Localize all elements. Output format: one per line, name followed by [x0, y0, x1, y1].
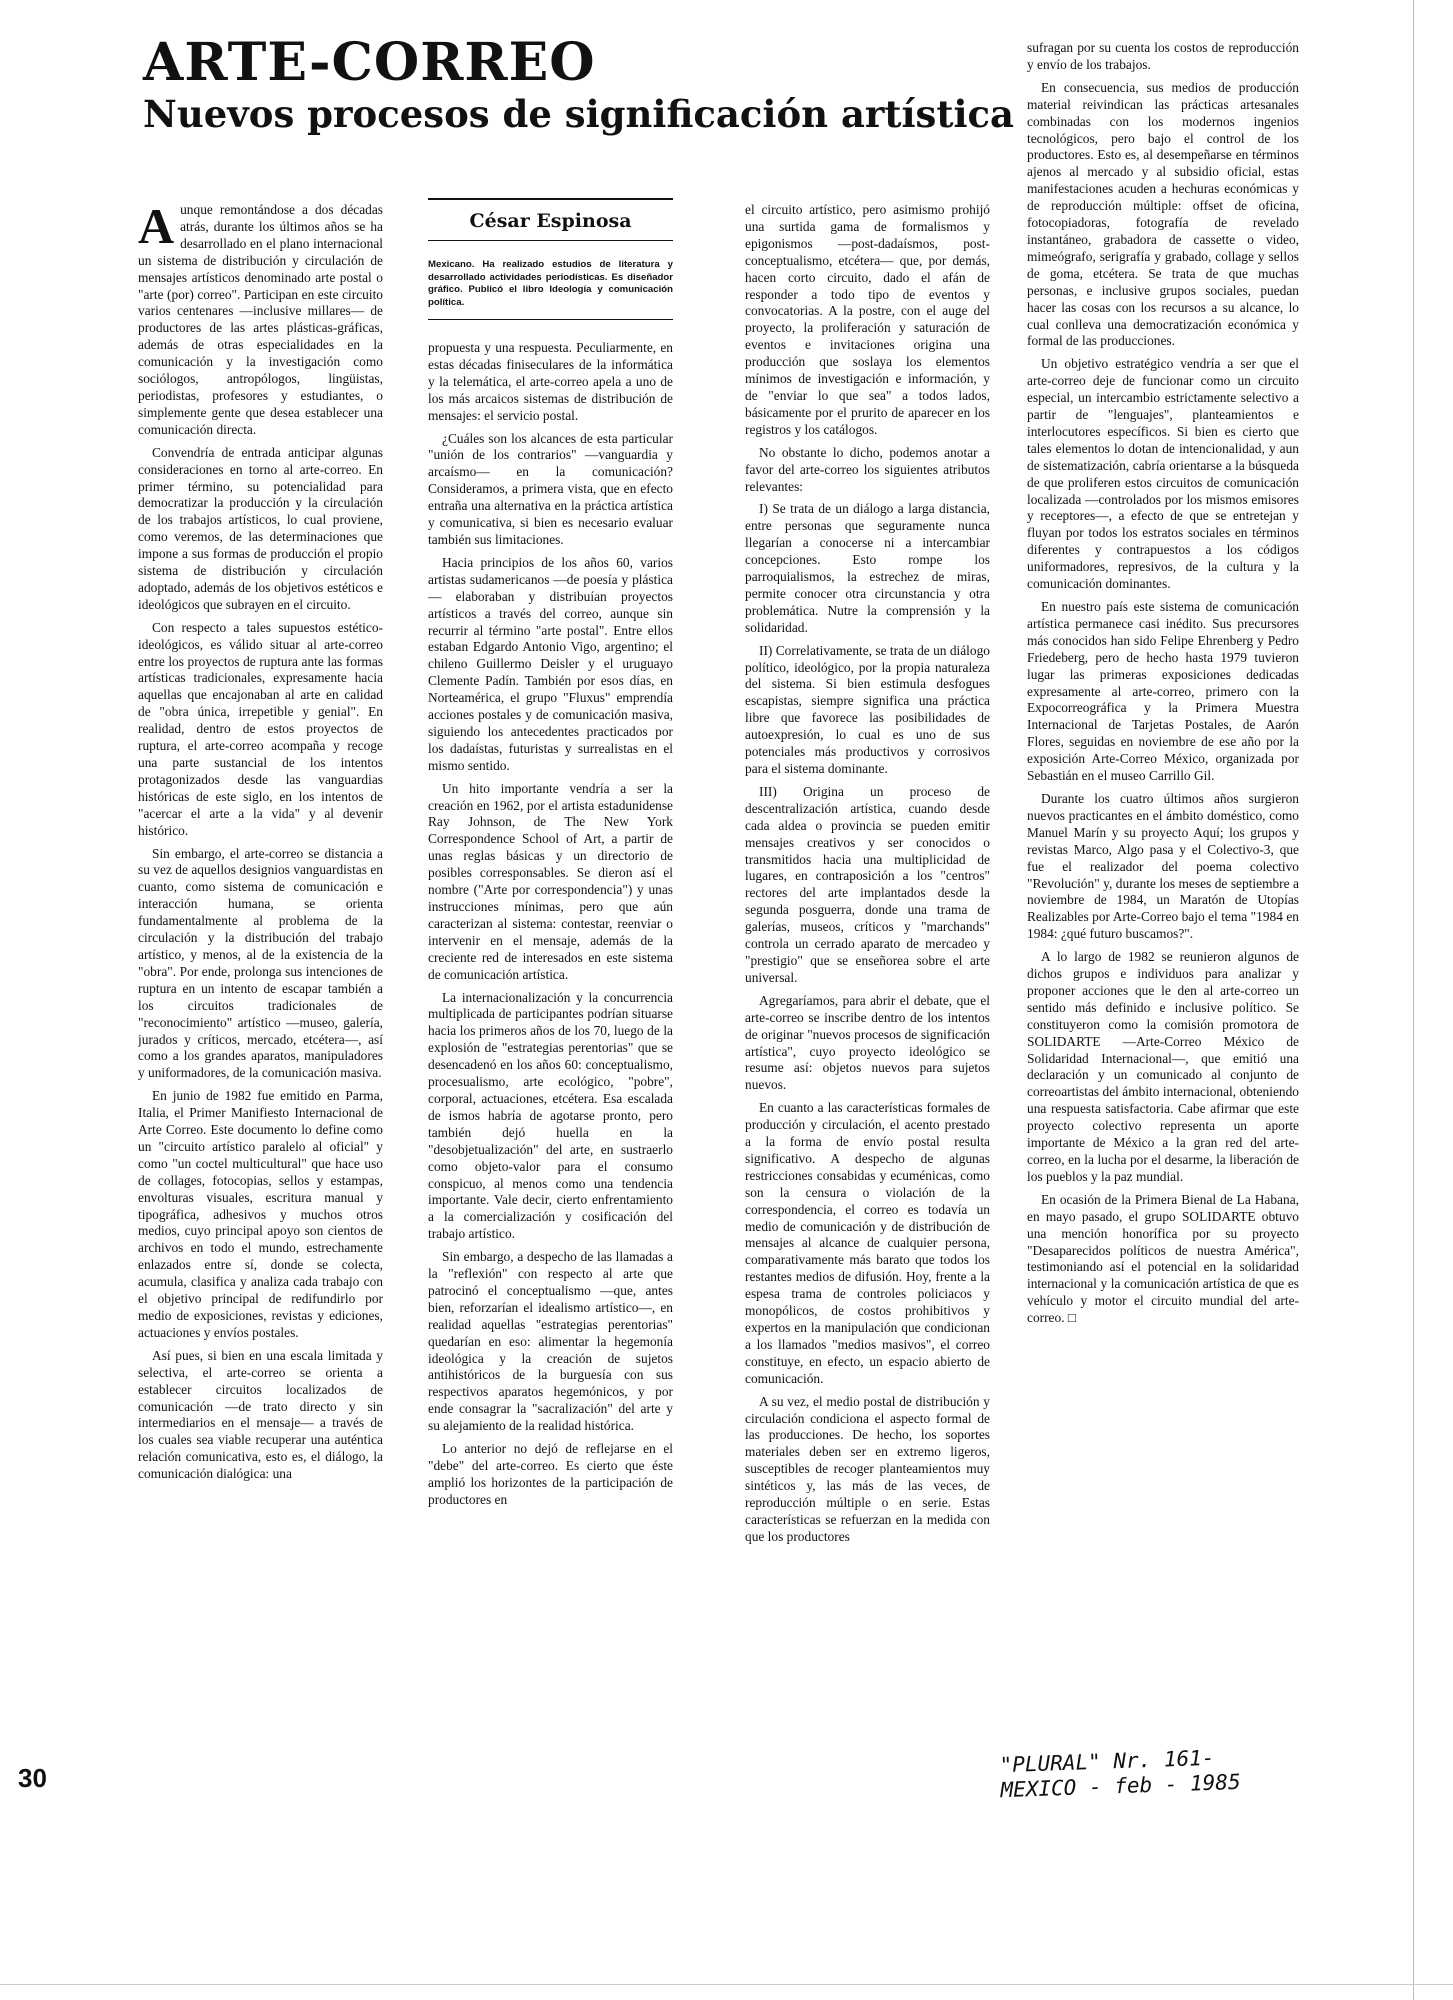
paragraph: No obstante lo dicho, podemos anotar a favor del arte-correo los siguientes atributos relevantes: [745, 444, 990, 494]
paragraph: Aunque remontándose a dos décadas atrás, durante los últimos años se ha desarrollado en el plano internacional un sistema de distribución y circulación de mensajes artísticos denominado arte postal o "arte (por) correo". Participan en este circuito varios centenares —inclusive millares— de productores de las artes plásticas-gráficas, además de otras especialidades en la comunicación y la investigación como sociólogos, antropólogos, lingüistas, periodistas, profesores y estudiantes, o simplemente gente que desea establecer una comunicación directa. [138, 202, 383, 437]
paragraph: sufragan por su cuenta los costos de reproducción y envío de los trabajos. [1027, 40, 1299, 72]
article-title: ARTE-CORREO [143, 32, 596, 93]
paragraph: A lo largo de 1982 se reunieron algunos de dichos grupos e individuos para analizar y proponer acciones que le den al arte-correo un sentido más definido e inclusive político. Se constituyeron como la comisión promotora de SOLIDARTE —Arte-Correo México de Solidaridad Internacional—, que emitió una declaración y un comunicado al conjunto de correoartistas del ámbito internacional, obteniendo una respuesta satisfactoria. Cabe afirmar que este proyecto colectivo representa un aporte importante de México a la gran red del arte-correo, en la lucha por el desarme, la liberación de los pueblos y la paz mundial. [1027, 949, 1299, 1184]
paragraph: III) Origina un proceso de descentralización artística, cuando desde cada aldea o provincia se pueden emitir mensajes creativos y ser conocidos o transmitidos hacia una multiplicidad de lugares, en contraposición a los "centros" rectores del arte implantados desde la segunda posguerra, donde una trama de galerías, museos, críticos y "marchands" controla un cerrado aparato de mercadeo y "prestigio" que se enseñorea sobre el arte universal. [745, 783, 990, 985]
paragraph: Convendría de entrada anticipar algunas consideraciones en torno al arte-correo. En primer término, su potencialidad para democratizar la producción y la circulación de los trabajos artísticos, lo cual proviene, como veremos, de las determinaciones que impone a sus formas de producción el propio sistema de distribución y circulación adoptado, además de los objetivos estéticos e ideológicos que subrayen en el circuito. [138, 444, 383, 612]
paragraph: Un hito importante vendría a ser la creación en 1962, por el artista estadunidense Ray Johnson, de The New York Correspondence School of Art, a partir de unas reglas básicas y un directorio de posibles corresponsables. Se dieron así el nombre ("Arte por correspondencia") y unas instrucciones mínimas, pero que aún caracterizan al sistema: contestar, reenviar o intervenir en el mensaje, además de la creciente red de interesados en este sistema de comunicación artística. [428, 780, 673, 982]
article-subtitle: Nuevos procesos de significación artística [143, 92, 1015, 136]
paragraph: propuesta y una respuesta. Peculiarmente, en estas décadas finiseculares de la informática y la telemática, el arte-correo apela a uno de los más arcaicos sistemas de distribución de mensajes: el servicio postal. [428, 340, 673, 423]
author-box [428, 198, 673, 320]
paragraph: En junio de 1982 fue emitido en Parma, Italia, el Primer Manifiesto Internacional de Arte Correo. Este documento lo define como un "circuito artístico paralelo al oficial" y como "un coctel multicultural" que hace uso de collages, fotocopias, sellos y estampas, envolturas visuales, escritura manual y tipográfica, adhesivos y muchos otros medios, cuyo principal apoyo son cientos de archivos en todo el mundo, estrechamente enlazados entre sí, donde se colecta, acumula, clasifica y analiza cada trabajo con el objetivo principal de redifundirlo por medio de exposiciones, revistas y ediciones, actuaciones y envíos postales. [138, 1088, 383, 1340]
paragraph: el circuito artístico, pero asimismo prohijó una surtida gama de formalismos y epigonismos —post-dadaísmos, post-conceptualismo, etcétera— que, por demás, hacen corto circuito, dado el afán de responder a todo tipo de eventos y convocatorias. A la postre, con el auge del proyecto, la proliferación y saturación de eventos e invitaciones origina una producción que soslaya los elementos mínimos de investigación e información, y de "enviar lo que sea" a todos lados, básicamente por el prurito de aparecer en los registros y los catálogos. [745, 202, 990, 437]
paragraph: La internacionalización y la concurrencia multiplicada de participantes podrían situarse hacia los primeros años de los 70, luego de la explosión de "estrategias perentorias" que se desencadenó en los años 60: conceptualismo, procesualismo, arte ecológico, "pobre", corporal, actuaciones, etcétera. Esa escalada de ismos habría de agotarse pronto, pero también dejó huella en la "desobjetualización" del arte, en sustraerlo como objeto-valor para el consumo conspicuo, al menos como una tendencia importante. Vale decir, cierto enfrentamiento a la comercialización y cosificación del trabajo artístico. [428, 989, 673, 1242]
paragraph: II) Correlativamente, se trata de un diálogo político, ideológico, por la propia naturaleza del sistema. Si bien estimula desfogues escapistas, siempre significa una práctica libre que favorece las posibilidades de autoexpresión, lo cual es uno de sus potenciales más productivos y corrosivos para el sistema dominante. [745, 642, 990, 776]
paragraph: En ocasión de la Primera Bienal de La Habana, en mayo pasado, el grupo SOLIDARTE obtuvo una mención honorífica por su proyecto "Desaparecidos políticos de nuestra América", testimoniando así el potencial en la solidaridad internacional y la comunicación artística de que es vehículo y motor el circuito mundial del arte-correo. □ [1027, 1191, 1299, 1326]
paragraph: ¿Cuáles son los alcances de esta particular "unión de los contrarios" —vanguardia y arcaísmo— en la comunicación? Consideramos, a primera vista, que en efecto entraña una alternativa en la práctica artística y comunicativa, si bien es necesario evaluar también sus limitaciones. [428, 430, 673, 547]
paragraph: Sin embargo, a despecho de las llamadas a la "reflexión" con respecto al arte que patrocinó el conceptualismo —que, antes bien, reforzarían el idealismo artístico—, en realidad aquellas "estrategias perentorias" quedarían en eso: alimentar la hegemonía ideológica y la creación de sujetos antihistóricos de la burguesía con sus respectivos aparatos hegemónicos, y por ende consagrar la "sacralización" del arte y su alejamiento de la realidad histórica. [428, 1249, 673, 1434]
paragraph: Un objetivo estratégico vendría a ser que el arte-correo deje de funcionar como un circuito especial, un intercambio estrictamente selectivo a partir de "lenguajes", planteamientos e interlocutores específicos. Si bien es cierto que tales elementos lo dotan de intencionalidad, y aun de sistematización, cabría orientarse a la búsqueda de que proliferen estos circuitos de comunicación localizada —controlados por los mismos emisores y receptores—, a efecto de que se entretejan y fluyan por todos los estratos sociales en términos diferentes y contrapuestos a los códigos uniformadores, represivos, de la cultura y la comunicación dominantes. [1027, 356, 1299, 592]
paragraph: En nuestro país este sistema de comunicación artística permanece casi inédito. Sus precursores más conocidos han sido Felipe Ehrenberg y Pedro Friedeberg, pero de hecho hasta 1979 tuvieron lugar las primeras exposiciones dedicadas expresamente al arte-correo, primero con la Expocorreográfica y la Primera Muestra Internacional de Tarjetas Postales, de Aarón Flores, seguidas en noviembre de ese año por la exposición Arte-Correo México, organizada por Sebastián en el museo Carrillo Gil. [1027, 599, 1299, 784]
paragraph: En consecuencia, sus medios de producción material reivindican las prácticas artesanales combinadas con los modernos ingenios tecnológicos, pero bajo el control de los productores. Esto es, al desempeñarse en términos ajenos al mercado y al subsidio oficial, estas manifestaciones acuden a hechuras económicas y de reproducción múltiple: offset de oficina, fotocopiadoras, fotografía de revelado instantáneo, grabadora de cassette o video, mimeógrafo, serigrafía y grabado, collage y sellos de goma, etcétera. Se trata de que muchas personas, e inclusive grupos sociales, puedan hacer las cosas con los recursos a su alcance, lo cual conlleva una democratización económica y formal de las producciones. [1027, 79, 1299, 349]
divider [428, 319, 673, 320]
paragraph: A su vez, el medio postal de distribución y circulación condiciona el aspecto formal de las producciones. De hecho, los soportes materiales deben ser en extremo ligeros, susceptibles de recoger planteamientos muy sintéticos y, las más de las veces, de reproducción múltiple o en serie. Estas características se refuerzan en la medida con que los productores [745, 1393, 990, 1544]
divider [428, 240, 673, 241]
paragraph: Así pues, si bien en una escala limitada y selectiva, el arte-correo se orienta a establecer circuitos localizados de comunicación —de trato directo y sin intermediarios en el mensaje— a través de los cuales sea viable recuperar una auténtica relación comunicativa, esto es, el diálogo, la comunicación dialógica: una [138, 1347, 383, 1482]
drop-cap: A [138, 202, 175, 254]
paragraph: Lo anterior no dejó de reflejarse en el "debe" del arte-correo. Es cierto que éste amplió los horizontes de la participación de productores en [428, 1441, 673, 1507]
paragraph: Hacia principios de los años 60, varios artistas sudamericanos —de poesía y plástica— elaboraban y distribuían proyectos artísticos a través del correo, aunque sin recurrir al término "arte postal". Entre ellos estaban Edgardo Antonio Vigo, argentino; el chileno Guillermo Deisler y el uruguayo Clemente Padín. También por esos días, en Norteamérica, el grupo "Fluxus" emprendía acciones postales y de comunicación masiva, siguiendo los antecedentes practicados por los dadaístas, futuristas y surrealistas en el mismo sentido. [428, 554, 673, 773]
column-3 [745, 202, 990, 1774]
paragraph: En cuanto a las características formales de producción y circulación, el acento prestado a la forma de envío postal resulta significativo. A despecho de algunas restricciones consabidas y ecuménicas, como son la censura o violación de la correspondencia, el correo es todavía un medio de comunicación y de distribución de mensajes al alcance de cualquier persona, comparativamente más barato que todos los restantes medios de difusión. Hoy, frente a la espesa trama de controles policiacos y monopólicos, de costos prohibitivos y expertos en la manipulación que condicionan a los llamados "medios masivos", el correo constituye, en efecto, un espacio abierto de comunicación. [745, 1100, 990, 1386]
paragraph: I) Se trata de un diálogo a larga distancia, entre personas que seguramente nunca llegarían a conocerse ni a intercambiar concepciones. Esto rompe los parroquialismos, la estrechez de miras, permite conocer otra circunstancia y otra problemática. Nutre la comprensión y la solidaridad. [745, 501, 990, 635]
column-4 [1027, 40, 1299, 1782]
paragraph: Durante los cuatro últimos años surgieron nuevos practicantes en el ámbito doméstico, como Manuel Marín y su proyecto Aquí; los grupos y revistas Marco, Algo pasa y el Colectivo-3, que fue el realizador del poema colectivo "Revolución" y, durante los meses de septiembre a noviembre de 1984, un Maratón de Utopías Realizables por Arte-Correo bajo el tema "1984 en 1984: ¿qué futuro buscamos?". [1027, 790, 1299, 942]
column-1 [138, 202, 383, 1782]
handwritten-annotation: "PLURAL" Nr. 161- MEXICO - feb - 1985 [999, 1745, 1242, 1803]
author-bio: Mexicano. Ha realizado estudios de literatura y desarrollado actividades periodísticas. Es diseñador gráfico. Publicó el libro Ideología y comunicación política. [428, 259, 673, 308]
scan-bottom-line [0, 1984, 1453, 1985]
scan-edge-line [1413, 0, 1414, 2000]
divider [428, 198, 673, 200]
page-number: 30 [18, 1763, 47, 1793]
paragraph: Agregaríamos, para abrir el debate, que el arte-correo se inscribe dentro de los intentos de originar "nuevos procesos de significación artística", cuyo proyecto ideológico se resume así: objetos nuevos para sujetos nuevos. [745, 992, 990, 1093]
paragraph: Sin embargo, el arte-correo se distancia a su vez de aquellos designios vanguardistas en cuanto, como sistema de comunicación e interacción humana, se orienta fundamentalmente al problema de la circulación y la distribución del trabajo artístico, y menos, al de la existencia de la "obra". Por ende, prolonga sus intenciones de ruptura en un intento de escapar también a los circuitos tradicionales de "reconocimiento" artístico —museo, galería, jurados y críticos, mercado, etcétera—, así como a los grandes aparatos, manipuladores y uniformadores, de la comunicación masiva. [138, 845, 383, 1081]
author-name: César Espinosa [469, 210, 632, 232]
paragraph: Con respecto a tales supuestos estético-ideológicos, es válido situar al arte-correo entre los proyectos de ruptura ante las formas artísticas tradicionales, expresamente hacia aquellas que encajonaban al arte en calidad de "obra única, irrepetible y genial". En realidad, dentro de estos proyectos de ruptura, el arte-correo acompaña y recoge una parte sustancial de los intentos protagonizados desde las vanguardias históricas de este siglo, en los intentos de "acercar el arte a la vida" y al devenir histórico. [138, 619, 383, 838]
column-2 [428, 340, 673, 1772]
